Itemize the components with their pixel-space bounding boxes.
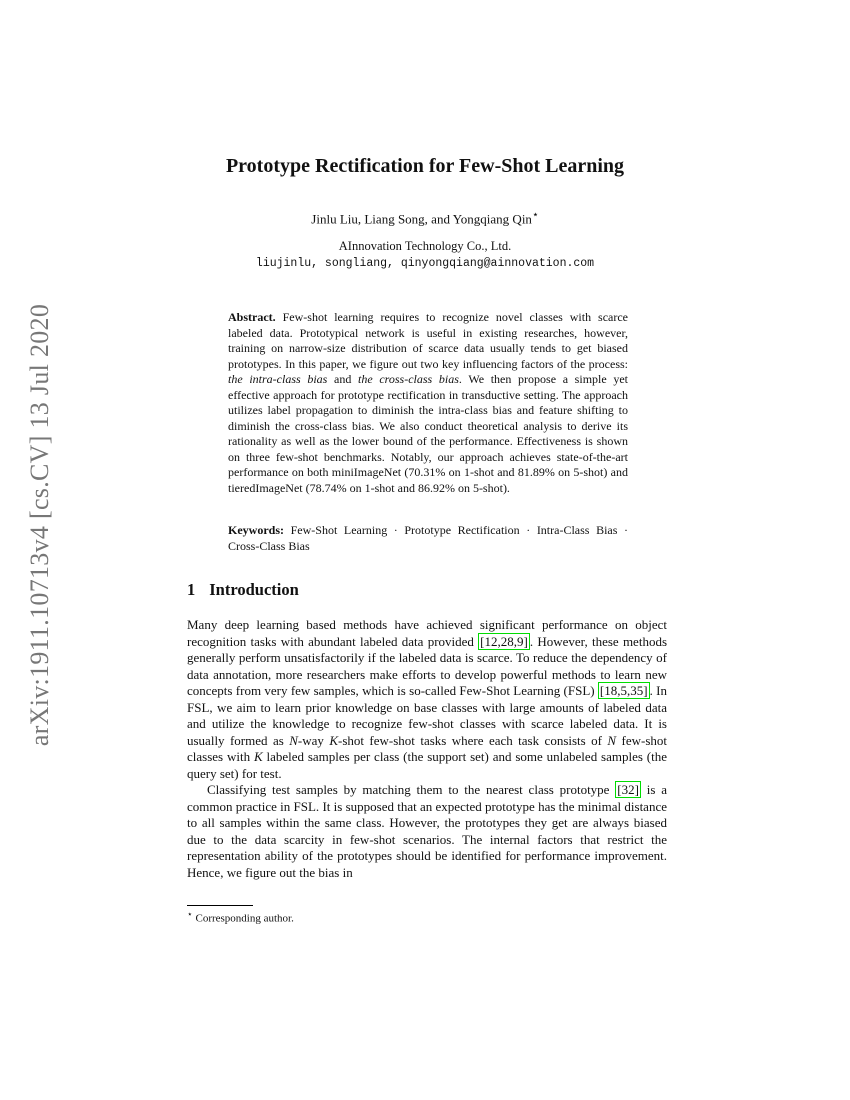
abstract: [228, 310, 628, 496]
keywords-label: Keywords:: [228, 523, 284, 537]
paragraph-2: [187, 782, 667, 881]
math-var-k: K: [329, 732, 338, 748]
affiliation-block: [0, 238, 850, 272]
math-var-k: K: [253, 749, 263, 764]
footnote: [187, 909, 294, 925]
footnote-divider: [187, 905, 253, 906]
introduction-body: [187, 617, 667, 881]
para1-text-6: few-shot classes with: [187, 732, 667, 764]
para2-text-1: Classifying test samples by matching them to the nearest class prototype: [207, 782, 616, 797]
citation-link[interactable]: [12,28,9]: [480, 633, 528, 649]
citation-link[interactable]: [18,5,35]: [599, 683, 648, 698]
abstract-label: Abstract.: [228, 310, 276, 324]
arxiv-identifier: arXiv:1911.10713v4 [cs.CV] 13 Jul 2020: [25, 303, 55, 747]
para1-text-2: . However, these methods generally perform unsatisfactorily if the labeled data is scarce. To reduce the dependency of data annotation, more researchers make efforts to develop powerful methods to learn new concepts from very few samples, which is so-called Few-Shot Learning (FSL): [187, 633, 668, 698]
para1-text-7: labeled samples per class (the support set) and some unlabeled samples (the query set) for test.: [187, 749, 667, 781]
paragraph-1: [187, 617, 667, 782]
paper-title: Prototype Rectification for Few-Shot Learning: [225, 155, 625, 177]
abstract-text-c: . We then propose a simple yet effective approach for prototype rectification in transductive setting. The approach utilizes label propagation to diminish the intra-class bias and feature shifting to diminish the cross-class bias. We also conduct theoretical analysis to derive its rationality as well as the lower bound of the performance. Effectiveness is shown on three few-shot benchmarks. Notably, our approach achieves state-of-the-art performance on both miniImageNet (70.31% on 1-shot and 81.89% on 5-shot) and tieredImageNet (78.74% on 1-shot and 86.92% on 5-shot).: [228, 372, 629, 495]
para2-text-2: is a common practice in FSL. It is supposed that an expected prototype has the minimal distance to all samples within the same class. However, the prototypes they get are always biased due to the data scarcity in few-shot scenarios. The internal factors that restrict the representation ability of the prototypes should be identified for performance improvement. Hence, we figure out the bias in: [187, 782, 667, 880]
para1-text-1: Many deep learning based methods have achieved significant performance on object recognition tasks with abundant labeled data provided: [187, 617, 667, 649]
section-title: Introduction: [209, 580, 299, 599]
section-heading-introduction: [187, 580, 299, 600]
abstract-text-a: Few-shot learning requires to recognize novel classes with scarce labeled data. Prototypical network is useful in existing researches, however, training on narrow-size distribution of scarce data usually tends to get biased prototypes. In this paper, we figure out two key influencing factors of the process:: [228, 310, 629, 371]
math-var-n: N: [289, 732, 298, 748]
section-number: 1: [187, 580, 196, 599]
keywords: [228, 523, 628, 554]
para1-text-3: . In FSL, we aim to learn prior knowledge on base classes with large amounts of labeled data and utilize the knowledge to recognize few-shot classes with scarce labeled data. It is usually formed as: [187, 683, 667, 748]
para1-text-5: -shot few-shot tasks where each task consists of: [337, 732, 608, 748]
author-list: [0, 208, 850, 227]
abstract-emphasis-cross: the cross-class bias: [358, 372, 459, 386]
footnote-text: Corresponding author.: [195, 912, 294, 925]
author-names: Jinlu Liu, Liang Song, and Yongqiang Qin: [311, 211, 532, 227]
footnote-mark: ⋆: [187, 909, 193, 919]
arxiv-sidebar: [20, 300, 60, 750]
corresponding-author-mark: ⋆: [531, 209, 539, 221]
keywords-text: Few-Shot Learning · Prototype Rectification · Intra-Class Bias · Cross-Class Bias: [228, 523, 628, 553]
abstract-text-b: and: [327, 372, 359, 386]
affiliation: AInnovation Technology Co., Ltd.: [338, 239, 512, 253]
abstract-emphasis-intra: the intra-class bias: [228, 372, 328, 386]
math-var-n: N: [607, 732, 617, 748]
citation-link[interactable]: [32]: [617, 782, 639, 797]
author-emails: liujinlu, songliang, qinyongqiang@ainnovation.com: [255, 257, 595, 270]
para1-text-4: -way: [297, 732, 330, 748]
